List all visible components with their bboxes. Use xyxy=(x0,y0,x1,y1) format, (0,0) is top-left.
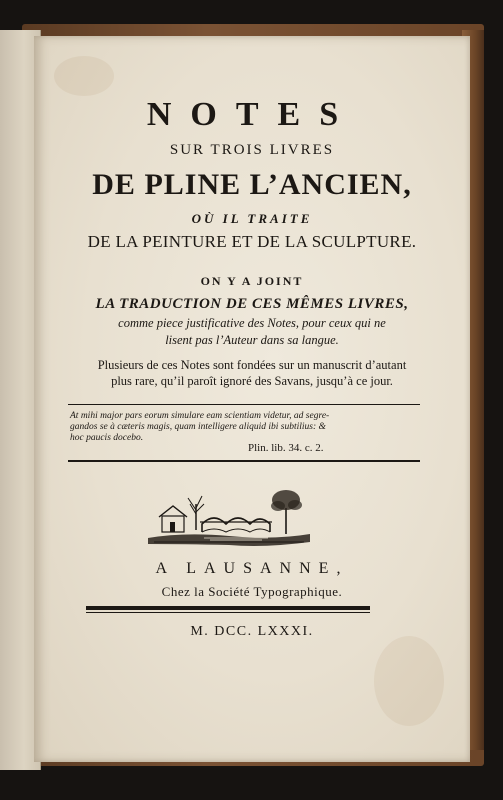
title-notes: NOTES xyxy=(146,96,358,133)
epigraph-line-2: gandos se à cæteris magis, quam intelligere aliquid ibi subtilius: & xyxy=(70,422,326,432)
publisher-line: Chez la Société Typographique. xyxy=(161,584,343,599)
traduction-line: LA TRADUCTION DE CES MÊMES LIVRES, xyxy=(95,296,409,312)
epigraph-source: Plin. lib. 34. c. 2. xyxy=(248,442,324,454)
imprint-rule-thick xyxy=(86,606,370,610)
epigraph-rule-top xyxy=(68,404,420,405)
epigraph-line-1: At mihi major pars eorum simulare eam scientiam videtur, ad segre- xyxy=(70,411,330,421)
subject-line: DE LA PEINTURE ET DE LA SCULPTURE. xyxy=(87,232,417,251)
ou-il-traite: OÙ IL TRAITE xyxy=(191,211,313,226)
paper-stain xyxy=(374,636,444,726)
author-line: DE PLINE L’ANCIEN, xyxy=(92,168,412,201)
title-page xyxy=(34,36,470,762)
on-y-a-joint: ON Y A JOINT xyxy=(200,274,304,288)
imprint-rule-thin xyxy=(86,612,370,613)
epigraph-line-3: hoc paucis docebo. xyxy=(70,433,144,443)
comme-line-1: comme piece justificative des Notes, pour ceux qui ne xyxy=(118,316,386,330)
comme-line-2: lisent pas l’Auteur dans sa langue. xyxy=(165,333,339,347)
paper-stain xyxy=(54,56,114,96)
epigraph-rule-bottom xyxy=(68,460,420,462)
place-line: A LAUSANNE, xyxy=(155,560,349,577)
subtitle: SUR TROIS LIVRES xyxy=(169,142,335,158)
publication-date: M. DCC. LXXXI. xyxy=(190,624,314,639)
plusieurs-line-2: plus rare, qu’il paroît ignoré des Savans, jusqu’à ce jour. xyxy=(111,374,393,388)
plusieurs-line-1: Plusieurs de ces Notes sont fondées sur un manuscrit d’autant xyxy=(97,358,407,372)
landscape-bridge-vignette-icon xyxy=(144,482,314,550)
